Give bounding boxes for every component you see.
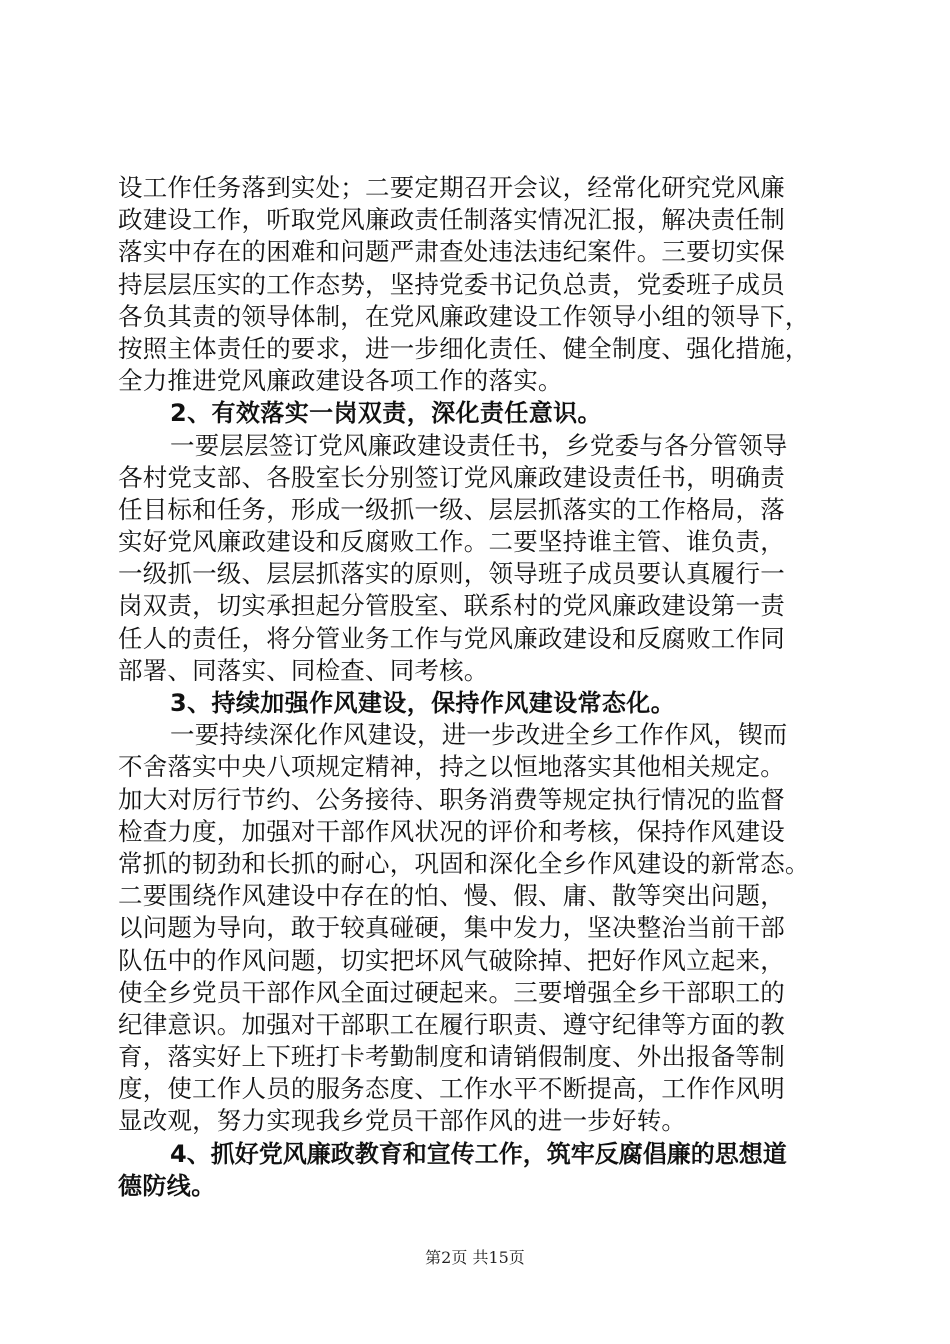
- paragraph-line: 使全乡党员干部作风全面过硬起来。三要增强全乡干部职工的: [118, 977, 785, 1007]
- paragraph-line: 实好党风廉政建设和反腐败工作。二要坚持谁主管、谁负责，: [118, 527, 785, 557]
- paragraph-line: 任人的责任，将分管业务工作与党风廉政建设和反腐败工作同: [118, 623, 785, 653]
- paragraph-line: 部署、同落实、同检查、同考核。: [118, 655, 489, 685]
- paragraph-line: 各负其责的领导体制，在党风廉政建设工作领导小组的领导下，: [118, 301, 810, 331]
- section-heading: 德防线。: [118, 1171, 216, 1200]
- paragraph-line: 加大对厉行节约、公务接待、职务消费等规定执行情况的监督: [118, 784, 785, 814]
- paragraph-line: 按照主体责任的要求，进一步细化责任、健全制度、强化措施，: [118, 333, 810, 363]
- paragraph-line: 纪律意识。加强对干部职工在履行职责、遵守纪律等方面的教: [118, 1009, 785, 1039]
- section-heading: 3、持续加强作风建设，保持作风建设常态化。: [170, 689, 676, 717]
- paragraph-line: 一要持续深化作风建设，进一步改进全乡工作作风，锲而: [170, 720, 788, 750]
- paragraph-line: 一级抓一级、层层抓落实的原则，领导班子成员要认真履行一: [118, 559, 785, 589]
- document-body: [118, 172, 838, 1202]
- paragraph-line: 显改观，努力实现我乡党员干部作风的进一步好转。: [118, 1106, 687, 1136]
- paragraph-line: 岗双责，切实承担起分管股室、联系村的党风廉政建设第一责: [118, 591, 785, 621]
- paragraph-line: 全力推进党风廉政建设各项工作的落实。: [118, 366, 563, 396]
- paragraph-line: 一要层层签订党风廉政建设责任书，乡党委与各分管领导: [170, 430, 788, 460]
- paragraph-line: 队伍中的作风问题，切实把坏风气破除掉、把好作风立起来，: [118, 945, 785, 975]
- paragraph-line: 不舍落实中央八项规定精神，持之以恒地落实其他相关规定。: [118, 752, 785, 782]
- paragraph-line: 以问题为导向，敢于较真碰硬，集中发力，坚决整治当前干部: [118, 913, 785, 943]
- paragraph-line: 育，落实好上下班打卡考勤制度和请销假制度、外出报备等制: [118, 1042, 785, 1072]
- paragraph-line: 常抓的韧劲和长抓的耐心，巩固和深化全乡作风建设的新常态。: [118, 848, 810, 878]
- paragraph-line: 度，使工作人员的服务态度、工作水平不断提高，工作作风明: [118, 1074, 785, 1104]
- paragraph-line: 二要围绕作风建设中存在的怕、慢、假、庸、散等突出问题，: [118, 881, 785, 911]
- paragraph-line: 设工作任务落到实处；二要定期召开会议，经常化研究党风廉: [118, 173, 785, 202]
- paragraph-line: 政建设工作，听取党风廉政责任制落实情况汇报，解决责任制: [118, 205, 785, 235]
- paragraph-line: 任目标和任务，形成一级抓一级、层层抓落实的工作格局，落: [118, 494, 785, 524]
- paragraph-line: 持层层压实的工作态势，坚持党委书记负总责，党委班子成员: [118, 269, 785, 299]
- paragraph-line: 检查力度，加强对干部作风状况的评价和考核，保持作风建设: [118, 816, 785, 846]
- page-number-footer: 第2页 共15页: [425, 1248, 525, 1267]
- section-heading: 2、有效落实一岗双责，深化责任意识。: [170, 399, 602, 428]
- section-heading: 4、抓好党风廉政教育和宣传工作，筑牢反腐倡廉的思想道: [170, 1139, 787, 1168]
- paragraph-line: 落实中存在的困难和问题严肃查处违法违纪案件。三要切实保: [118, 237, 785, 267]
- paragraph-line: 各村党支部、各股室长分别签订党风廉政建设责任书，明确责: [118, 462, 785, 492]
